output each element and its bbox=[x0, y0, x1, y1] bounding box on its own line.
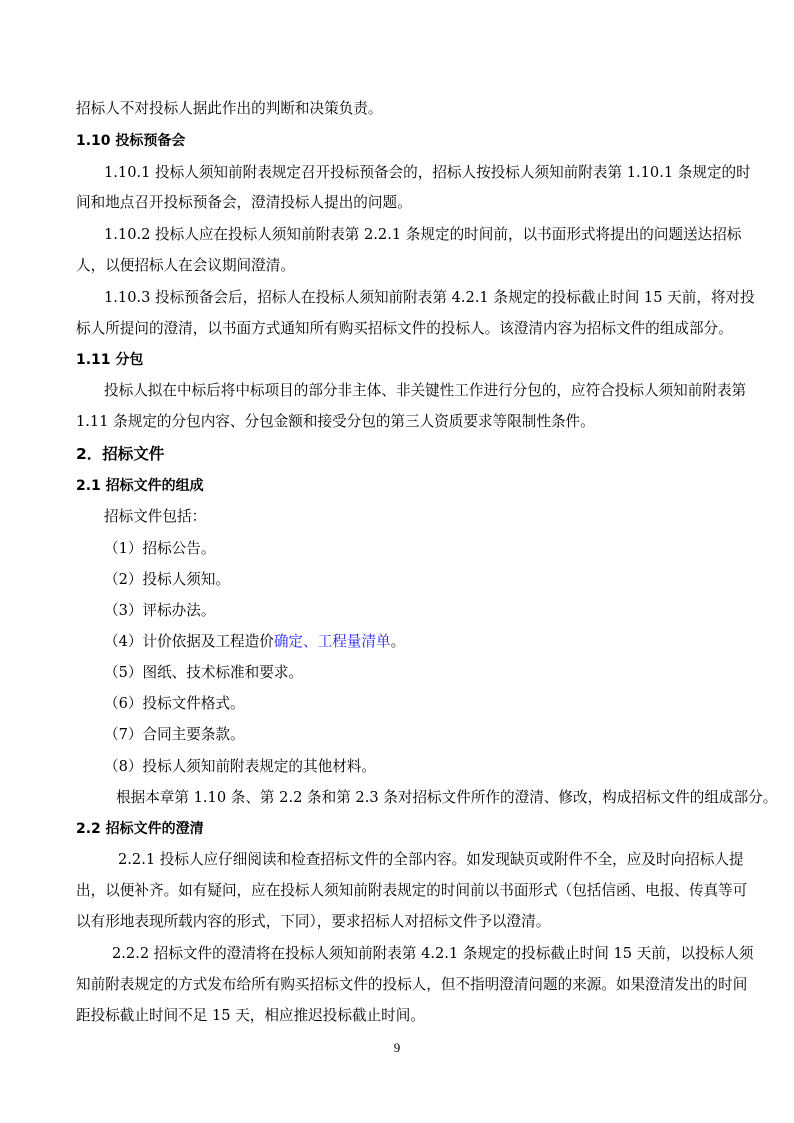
list-item: （3）评标办法。 bbox=[104, 602, 216, 619]
paragraph-line: 1.11 条规定的分包内容、分包金额和接受分包的第三人资质要求等限制性条件。 bbox=[76, 413, 595, 430]
list-item-suffix: 。 bbox=[390, 633, 406, 650]
list-item: （1）招标公告。 bbox=[104, 540, 216, 557]
section-heading: 2.2 招标文件的澄清 bbox=[76, 821, 204, 837]
paragraph-line: 以有形地表现所载内容的形式，下同），要求招标人对招标文件予以澄清。 bbox=[76, 913, 551, 930]
chapter-heading: 2．招标文件 bbox=[76, 445, 165, 463]
paragraph-line: 知前附表规定的方式发布给所有购买招标文件的投标人，但不指明澄清问题的来源。如果澄清发出的时间 bbox=[76, 976, 748, 993]
paragraph-line: 标人所提问的澄清，以书面方式通知所有购买招标文件的投标人。该澄清内容为招标文件的组成部分。 bbox=[76, 320, 733, 337]
list-item: （2）投标人须知。 bbox=[104, 571, 231, 588]
paragraph-line: 投标人拟在中标后将中标项目的部分非主体、非关键性工作进行分包的，应符合投标人须知前附表第 bbox=[104, 382, 747, 399]
paragraph-line: 招标文件包括： bbox=[104, 508, 207, 525]
list-item: （5）图纸、技术标准和要求。 bbox=[104, 664, 304, 681]
paragraph-line: 2.2.1 投标人应仔细阅读和检查招标文件的全部内容。如发现缺页或附件不全，应及时向招标人提 bbox=[118, 851, 744, 868]
list-item: （8）投标人须知前附表规定的其他材料。 bbox=[104, 758, 376, 775]
paragraph-line: 人，以便招标人在会议期间澄清。 bbox=[76, 257, 295, 274]
section-heading: 1.10 投标预备会 bbox=[76, 133, 186, 149]
paragraph-line: 出，以便补齐。如有疑问，应在投标人须知前附表规定的时间前以书面形式（包括信函、电报、传真等可 bbox=[76, 882, 748, 899]
paragraph-line: 1.10.3 投标预备会后，招标人在投标人须知前附表第 4.2.1 条规定的投标截止时间 15 天前，将对投 bbox=[104, 289, 755, 306]
list-item bbox=[104, 632, 794, 652]
list-item: （7）合同主要条款。 bbox=[104, 726, 245, 743]
list-item-text: （4）计价依据及工程造价 bbox=[104, 633, 274, 650]
paragraph-line: 1.10.2 投标人应在投标人须知前附表第 2.2.1 条规定的时间前，以书面形式将提出的问题送达招标 bbox=[104, 226, 742, 243]
list-item: （6）投标文件格式。 bbox=[104, 695, 245, 712]
paragraph-line: 间和地点召开投标预备会，澄清投标人提出的问题。 bbox=[76, 194, 412, 211]
paragraph-line: 1.10.1 投标人须知前附表规定召开投标预备会的，招标人按投标人须知前附表第 1.10.1 条规定的时 bbox=[104, 164, 751, 181]
paragraph-line: 2.2.2 招标文件的澄清将在投标人须知前附表第 4.2.1 条规定的投标截止时间 15 天前，以投标人须 bbox=[112, 945, 754, 962]
paragraph-line: 距投标截止时间不足 15 天，相应推迟投标截止时间。 bbox=[76, 1007, 425, 1024]
paragraph-line: 招标人不对投标人据此作出的判断和决策负责。 bbox=[76, 100, 383, 117]
paragraph-line: 根据本章第 1.10 条、第 2.2 条和第 2.3 条对招标文件所作的澄清、修改，构成招标文件的组成部分。 bbox=[116, 789, 778, 806]
section-heading: 2.1 招标文件的组成 bbox=[76, 478, 204, 494]
section-heading: 1.11 分包 bbox=[76, 352, 144, 368]
page-number: 9 bbox=[393, 1040, 401, 1055]
pricing-link[interactable]: 确定、工程量清单 bbox=[273, 633, 391, 650]
